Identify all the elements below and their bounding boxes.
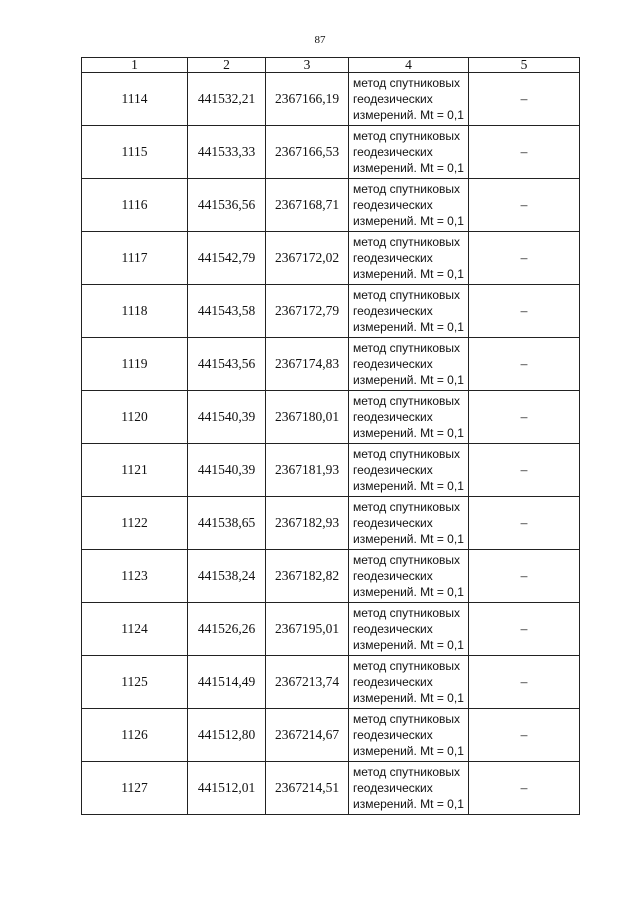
- method-line: измерений. Mt = 0,1: [353, 267, 464, 281]
- method-cell: [349, 179, 469, 232]
- y-coordinate-cell: 2367214,67: [266, 709, 349, 762]
- y-coordinate-cell: 2367195,01: [266, 603, 349, 656]
- x-coordinate-cell: 441532,21: [188, 73, 266, 126]
- method-line: геодезических: [353, 357, 433, 371]
- point-id-cell: 1117: [82, 232, 188, 285]
- y-coordinate-cell: 2367174,83: [266, 338, 349, 391]
- y-coordinate-cell: 2367172,79: [266, 285, 349, 338]
- header-row: [82, 58, 580, 73]
- table-row: [82, 709, 580, 762]
- method-cell: [349, 656, 469, 709]
- table-row: [82, 179, 580, 232]
- column-header-2: 2: [188, 58, 266, 73]
- point-id-cell: 1120: [82, 391, 188, 444]
- method-line: метод спутниковых: [353, 712, 461, 726]
- method-line: измерений. Mt = 0,1: [353, 320, 464, 334]
- method-cell: [349, 73, 469, 126]
- note-cell: –: [469, 497, 580, 550]
- method-line: измерений. Mt = 0,1: [353, 426, 464, 440]
- table-row: [82, 762, 580, 815]
- y-coordinate-cell: 2367182,93: [266, 497, 349, 550]
- method-line: геодезических: [353, 198, 433, 212]
- column-header-4: 4: [349, 58, 469, 73]
- method-cell: [349, 603, 469, 656]
- method-line: геодезических: [353, 781, 433, 795]
- method-cell: [349, 232, 469, 285]
- y-coordinate-cell: 2367166,53: [266, 126, 349, 179]
- note-cell: –: [469, 126, 580, 179]
- note-cell: –: [469, 285, 580, 338]
- method-line: метод спутниковых: [353, 235, 461, 249]
- method-line: метод спутниковых: [353, 500, 461, 514]
- method-line: измерений. Mt = 0,1: [353, 532, 464, 546]
- point-id-cell: 1123: [82, 550, 188, 603]
- y-coordinate-cell: 2367166,19: [266, 73, 349, 126]
- method-cell: [349, 709, 469, 762]
- point-id-cell: 1116: [82, 179, 188, 232]
- table-row: [82, 656, 580, 709]
- method-line: геодезических: [353, 145, 433, 159]
- table-row: [82, 391, 580, 444]
- method-line: геодезических: [353, 304, 433, 318]
- note-cell: –: [469, 232, 580, 285]
- x-coordinate-cell: 441512,01: [188, 762, 266, 815]
- note-cell: –: [469, 656, 580, 709]
- method-cell: [349, 762, 469, 815]
- method-line: геодезических: [353, 622, 433, 636]
- method-line: метод спутниковых: [353, 288, 461, 302]
- table-row: [82, 550, 580, 603]
- method-cell: [349, 444, 469, 497]
- method-cell: [349, 497, 469, 550]
- method-line: измерений. Mt = 0,1: [353, 108, 464, 122]
- method-line: метод спутниковых: [353, 341, 461, 355]
- point-id-cell: 1126: [82, 709, 188, 762]
- x-coordinate-cell: 441526,26: [188, 603, 266, 656]
- y-coordinate-cell: 2367168,71: [266, 179, 349, 232]
- note-cell: –: [469, 391, 580, 444]
- method-line: метод спутниковых: [353, 129, 461, 143]
- note-cell: –: [469, 179, 580, 232]
- table-row: [82, 285, 580, 338]
- method-cell: [349, 391, 469, 444]
- point-id-cell: 1124: [82, 603, 188, 656]
- x-coordinate-cell: 441538,24: [188, 550, 266, 603]
- method-line: геодезических: [353, 728, 433, 742]
- y-coordinate-cell: 2367213,74: [266, 656, 349, 709]
- page-number: 87: [314, 34, 326, 46]
- method-line: метод спутниковых: [353, 394, 461, 408]
- method-line: измерений. Mt = 0,1: [353, 585, 464, 599]
- method-line: геодезических: [353, 516, 433, 530]
- method-cell: [349, 285, 469, 338]
- method-line: геодезических: [353, 251, 433, 265]
- column-header-1: 1: [82, 58, 188, 73]
- method-line: измерений. Mt = 0,1: [353, 373, 464, 387]
- method-line: метод спутниковых: [353, 659, 461, 673]
- point-id-cell: 1122: [82, 497, 188, 550]
- point-id-cell: 1114: [82, 73, 188, 126]
- x-coordinate-cell: 441538,65: [188, 497, 266, 550]
- note-cell: –: [469, 762, 580, 815]
- method-line: геодезических: [353, 569, 433, 583]
- method-line: измерений. Mt = 0,1: [353, 638, 464, 652]
- point-id-cell: 1118: [82, 285, 188, 338]
- x-coordinate-cell: 441533,33: [188, 126, 266, 179]
- method-line: геодезических: [353, 675, 433, 689]
- method-line: измерений. Mt = 0,1: [353, 691, 464, 705]
- method-line: геодезических: [353, 463, 433, 477]
- x-coordinate-cell: 441536,56: [188, 179, 266, 232]
- note-cell: –: [469, 73, 580, 126]
- method-line: метод спутниковых: [353, 182, 461, 196]
- point-id-cell: 1119: [82, 338, 188, 391]
- note-cell: –: [469, 550, 580, 603]
- point-id-cell: 1127: [82, 762, 188, 815]
- y-coordinate-cell: 2367181,93: [266, 444, 349, 497]
- method-line: метод спутниковых: [353, 606, 461, 620]
- table-row: [82, 338, 580, 391]
- method-cell: [349, 550, 469, 603]
- method-line: метод спутниковых: [353, 76, 461, 90]
- x-coordinate-cell: 441540,39: [188, 444, 266, 497]
- note-cell: –: [469, 338, 580, 391]
- table-row: [82, 444, 580, 497]
- method-line: геодезических: [353, 92, 433, 106]
- x-coordinate-cell: 441543,58: [188, 285, 266, 338]
- y-coordinate-cell: 2367172,02: [266, 232, 349, 285]
- column-header-3: 3: [266, 58, 349, 73]
- note-cell: –: [469, 709, 580, 762]
- method-line: измерений. Mt = 0,1: [353, 744, 464, 758]
- method-line: метод спутниковых: [353, 553, 461, 567]
- x-coordinate-cell: 441540,39: [188, 391, 266, 444]
- table-row: [82, 126, 580, 179]
- method-line: измерений. Mt = 0,1: [353, 214, 464, 228]
- x-coordinate-cell: 441514,49: [188, 656, 266, 709]
- method-line: измерений. Mt = 0,1: [353, 479, 464, 493]
- method-line: геодезических: [353, 410, 433, 424]
- table-row: [82, 603, 580, 656]
- note-cell: –: [469, 603, 580, 656]
- note-cell: –: [469, 444, 580, 497]
- method-line: метод спутниковых: [353, 447, 461, 461]
- method-line: измерений. Mt = 0,1: [353, 797, 464, 811]
- method-line: измерений. Mt = 0,1: [353, 161, 464, 175]
- x-coordinate-cell: 441512,80: [188, 709, 266, 762]
- method-cell: [349, 338, 469, 391]
- point-id-cell: 1125: [82, 656, 188, 709]
- point-id-cell: 1115: [82, 126, 188, 179]
- x-coordinate-cell: 441543,56: [188, 338, 266, 391]
- method-cell: [349, 126, 469, 179]
- table-row: [82, 232, 580, 285]
- x-coordinate-cell: 441542,79: [188, 232, 266, 285]
- coordinates-table: [81, 57, 580, 815]
- y-coordinate-cell: 2367180,01: [266, 391, 349, 444]
- y-coordinate-cell: 2367214,51: [266, 762, 349, 815]
- column-header-5: 5: [469, 58, 580, 73]
- y-coordinate-cell: 2367182,82: [266, 550, 349, 603]
- point-id-cell: 1121: [82, 444, 188, 497]
- method-line: метод спутниковых: [353, 765, 461, 779]
- table-row: [82, 73, 580, 126]
- table-row: [82, 497, 580, 550]
